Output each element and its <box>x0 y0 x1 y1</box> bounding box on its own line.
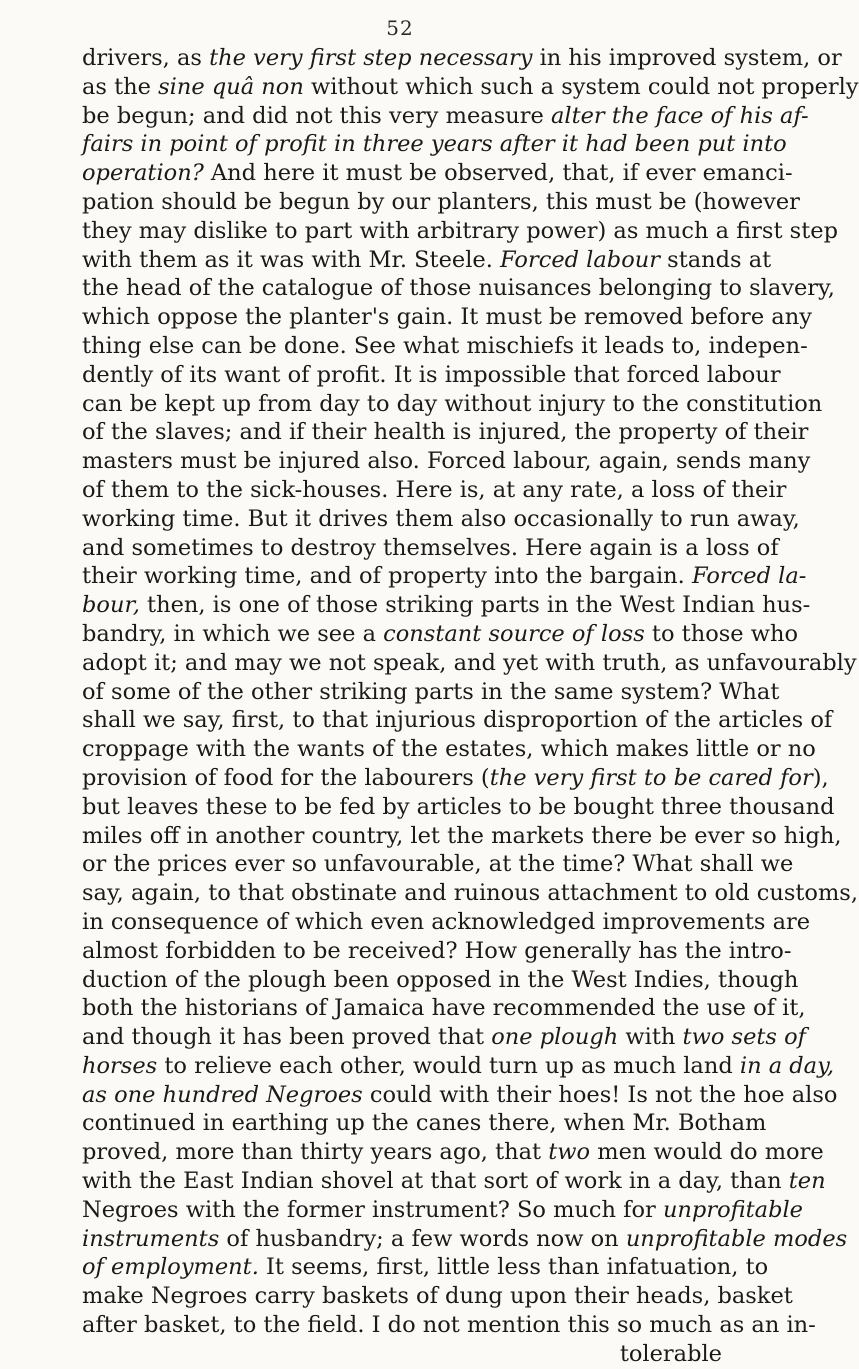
text-line <box>82 1023 807 1052</box>
italic-text: instruments <box>82 1225 220 1252</box>
text-line <box>82 850 794 879</box>
text-line <box>82 1109 767 1138</box>
italic-text: fairs in point of profit in three years after it had been put into <box>82 131 787 158</box>
text-line <box>82 1081 838 1110</box>
text-segment: and sometimes to destroy themselves. Here again is a loss of <box>82 534 779 561</box>
text-segment: pation should be begun by our planters, this must be (however <box>82 188 800 215</box>
text-segment: of husbandry; a few words now on <box>219 1225 626 1252</box>
text-segment: and though it has been proved that <box>82 1024 492 1051</box>
italic-text: alter the face of his af- <box>550 102 809 129</box>
text-segment: continued in earthing up the canes there, when Mr. Botham <box>82 1110 767 1137</box>
text-line <box>82 1138 824 1167</box>
text-segment: then, is one of those striking parts in the West Indian hus- <box>139 592 811 619</box>
text-line <box>82 505 800 534</box>
text-segment: men would do more <box>590 1139 824 1166</box>
text-line <box>82 274 835 303</box>
text-segment: bandry, in which we see a <box>82 620 384 647</box>
text-line <box>82 649 857 678</box>
text-segment: adopt it; and may we not speak, and yet with truth, as unfavourably <box>82 649 857 676</box>
italic-text: in a day, <box>739 1052 834 1079</box>
body-text <box>82 44 859 1369</box>
text-segment: which oppose the planter's gain. It must be removed before any <box>82 304 812 331</box>
text-segment: dently of its want of profit. It is impossible that forced labour <box>82 361 781 388</box>
text-line <box>82 908 811 937</box>
text-segment: proved, more than thirty years ago, that <box>82 1139 549 1166</box>
italic-text: sine quâ non <box>158 73 304 100</box>
text-line <box>82 620 799 649</box>
text-line <box>82 246 772 275</box>
text-segment: both the historians of Jamaica have recommended the use of it, <box>82 995 806 1022</box>
text-segment: almost forbidden to be received? How generally has the intro- <box>82 937 792 964</box>
text-segment: or the prices ever so unfavourable, at the time? What shall we <box>82 851 794 878</box>
text-line <box>82 303 812 332</box>
text-line <box>82 418 809 447</box>
text-segment: with the East Indian shovel at that sort of work in a day, than <box>82 1168 789 1195</box>
text-segment: to those who <box>644 620 799 647</box>
text-line <box>82 1253 769 1282</box>
italic-text: bour, <box>82 592 140 619</box>
text-line <box>82 390 823 419</box>
text-segment: of the slaves; and if their health is injured, the property of their <box>82 419 809 446</box>
italic-text: of employment. <box>82 1254 259 1281</box>
text-segment: but leaves these to be fed by articles to be bought three thousand <box>82 793 835 820</box>
text-segment: can be kept up from day to day without injury to the constitution <box>82 390 823 417</box>
text-line <box>82 476 787 505</box>
text-segment: shall we say, first, to that injurious disproportion of the articles of <box>82 707 833 734</box>
text-line <box>82 1196 804 1225</box>
text-line <box>82 217 838 246</box>
text-line <box>82 822 842 851</box>
text-segment: of them to the sick-houses. Here is, at any rate, a loss of their <box>82 476 787 503</box>
page-number: 52 <box>386 16 414 40</box>
italic-text: unprofitable modes <box>625 1225 848 1252</box>
italic-text: ten <box>788 1168 826 1195</box>
italic-text: as one hundred Negroes <box>82 1081 363 1108</box>
text-segment: to relieve each other, would turn up as much land <box>157 1052 740 1079</box>
text-segment: of some of the other striking parts in the same system? What <box>82 678 780 705</box>
text-line <box>82 994 806 1023</box>
text-line <box>82 591 811 620</box>
text-segment: croppage with the wants of the estates, which makes little or no <box>82 736 816 763</box>
italic-text: constant source of loss <box>383 620 645 647</box>
text-line <box>82 1052 834 1081</box>
text-line <box>82 764 829 793</box>
text-segment: thing else can be done. See what mischiefs it leads to, indepen- <box>82 332 808 359</box>
text-segment: their working time, and of property into the bargain. <box>82 563 692 590</box>
text-line <box>82 159 793 188</box>
italic-text: Forced la- <box>691 563 807 590</box>
text-segment: in consequence of which even acknowledged improvements are <box>82 908 811 935</box>
italic-text: operation? <box>82 160 204 187</box>
text-segment: say, again, to that obstinate and ruinous attachment to old customs, <box>82 880 859 907</box>
text-segment: without which such a system could not properly <box>303 73 859 100</box>
text-segment: they may dislike to part with arbitrary power) as much a first step <box>82 217 838 244</box>
text-segment: miles off in another country, let the markets there be ever so high, <box>82 822 842 849</box>
text-segment: provision of food for the labourers ( <box>82 764 490 791</box>
text-segment: working time. But it drives them also occasionally to run away, <box>82 505 800 532</box>
text-line <box>82 735 816 764</box>
text-line <box>82 1167 826 1196</box>
text-line <box>82 678 780 707</box>
text-line <box>82 879 859 908</box>
italic-text: the very first to be cared for <box>489 764 813 791</box>
text-line <box>82 534 779 563</box>
text-segment: ), <box>812 764 829 791</box>
italic-text: Forced labour <box>500 246 660 273</box>
text-segment: in his improved system, or <box>532 45 842 71</box>
text-segment: It seems, first, little less than infatuation, to <box>258 1254 769 1281</box>
text-line <box>82 966 799 995</box>
text-line <box>82 706 833 735</box>
text-line <box>82 562 807 591</box>
italic-text: horses <box>82 1052 158 1079</box>
text-line <box>82 130 787 159</box>
text-line <box>82 937 792 966</box>
text-line <box>82 447 811 476</box>
italic-text: two sets of <box>682 1024 807 1051</box>
text-segment: duction of the plough been opposed in the West Indies, though <box>82 966 799 993</box>
text-segment: drivers, as <box>82 45 210 71</box>
text-line <box>82 188 800 217</box>
text-line <box>82 73 859 102</box>
text-segment: as the <box>82 73 159 100</box>
text-segment: the head of the catalogue of those nuisances belonging to slavery, <box>82 275 835 302</box>
italic-text: two <box>548 1139 591 1166</box>
text-line <box>82 1311 816 1340</box>
text-segment: And here it must be observed, that, if ever emanci- <box>203 160 793 187</box>
text-line <box>82 1282 793 1311</box>
text-line <box>82 1225 848 1254</box>
text-segment: stands at <box>660 246 772 273</box>
text-line <box>82 44 842 73</box>
text-line <box>82 793 835 822</box>
text-segment: could with their hoes! Is not the hoe also <box>362 1081 838 1108</box>
text-segment: with them as it was with Mr. Steele. <box>82 246 501 273</box>
italic-text: unprofitable <box>662 1196 804 1223</box>
text-segment: masters must be injured also. Forced labour, again, sends many <box>82 448 811 475</box>
catchword: tolerable <box>619 1340 722 1367</box>
text-line <box>82 361 781 390</box>
text-line <box>82 332 808 361</box>
text-line <box>82 102 809 131</box>
text-segment: with <box>618 1024 683 1051</box>
text-segment: after basket, to the field. I do not mention this so much as an in- <box>82 1312 816 1339</box>
text-segment: Negroes with the former instrument? So much for <box>82 1196 663 1223</box>
text-segment: make Negroes carry baskets of dung upon their heads, basket <box>82 1283 793 1310</box>
italic-text: the very first step necessary <box>209 45 533 71</box>
italic-text: one plough <box>491 1024 619 1051</box>
text-segment: be begun; and did not this very measure <box>82 102 551 129</box>
